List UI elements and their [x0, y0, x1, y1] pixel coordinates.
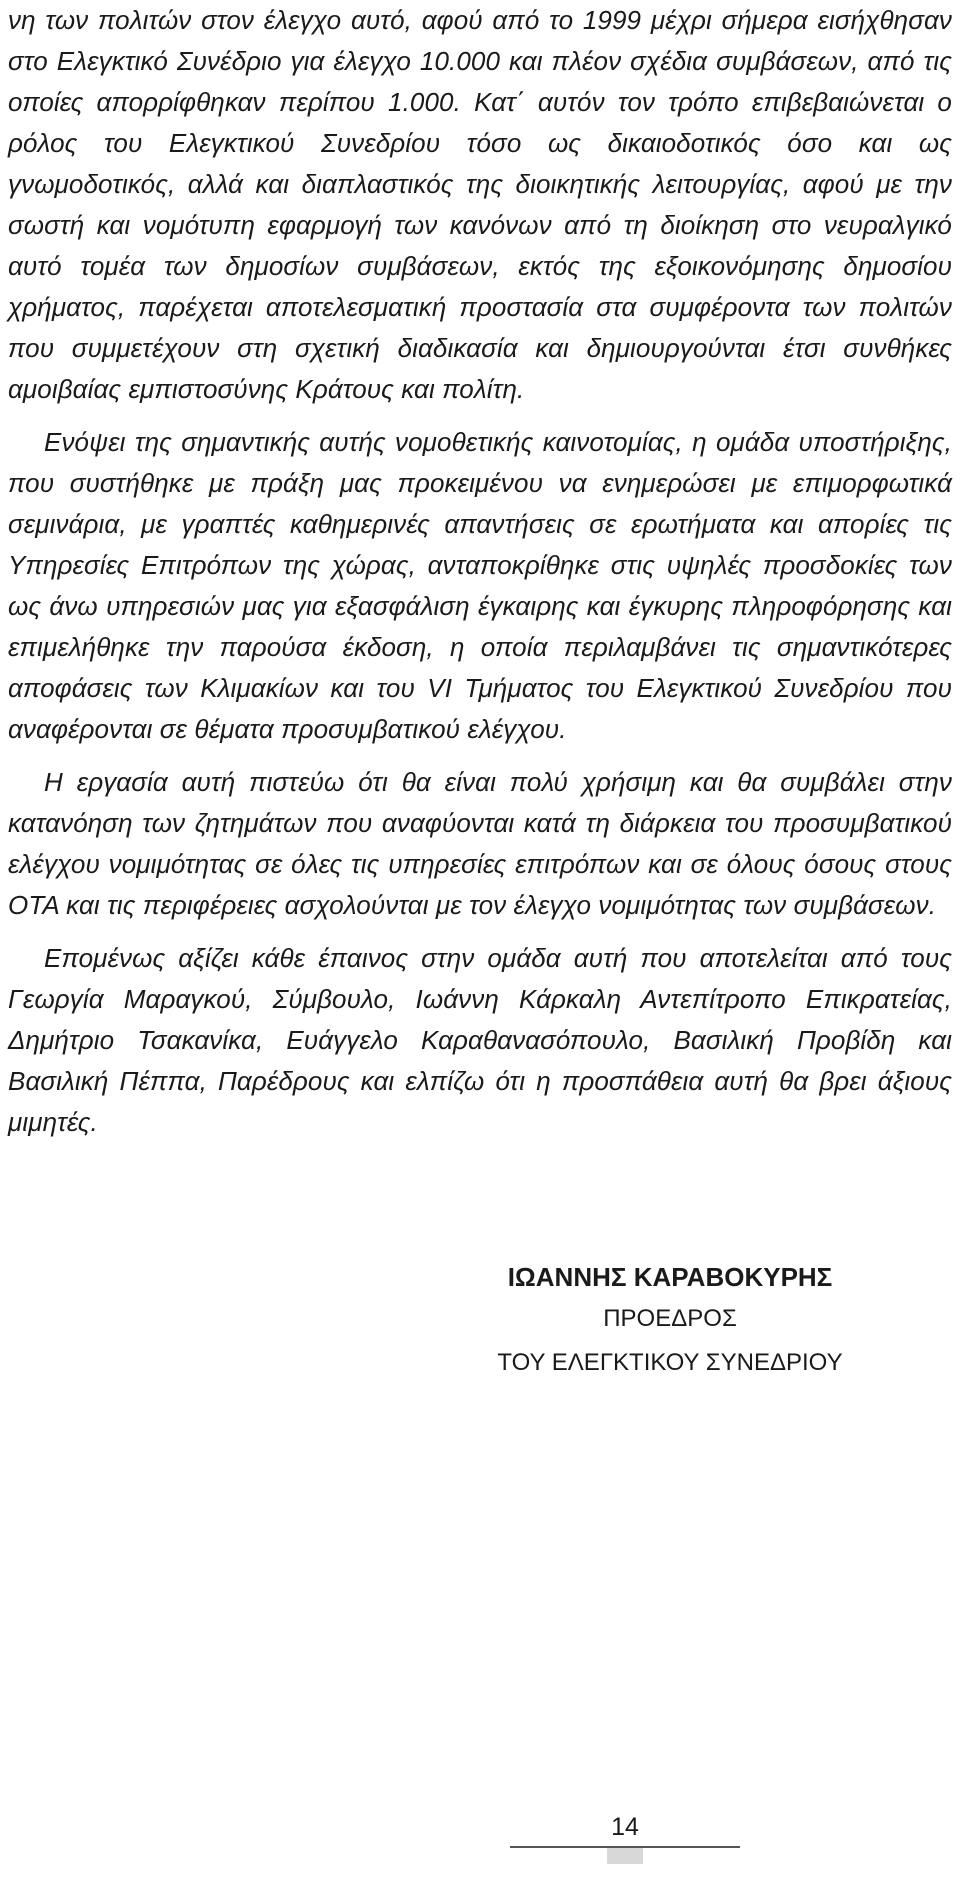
paragraph-2: Ενόψει της σημαντικής αυτής νομοθετικής καινοτομίας, η ομάδα υποστήριξης, που συστήθηκε με πράξη μας προκειμένου να ενημερώσει με επιμορφωτικά σεμινάρια, με γραπτές καθημερινές απαντήσεις σε ερωτήματα και απορίες τις Υπηρεσίες Επιτρόπων της χώρας, ανταποκρίθηκε στις υψηλές προσδοκίες των ως άνω υπηρεσιών μας για εξασφάλιση έγκαιρης και έγκυρης πληροφόρησης και επιμελήθηκε την παρούσα έκδοση, η οποία περιλαμβάνει τις σημαντικότερες αποφάσεις των Κλιμακίων και του VI Τμήματος του Ελεγκτικού Συνεδρίου που αναφέρονται σε θέματα προσυμβατικού ελέγχου.: [8, 427, 952, 744]
footer-tab-decoration: [607, 1848, 643, 1864]
signatory-name: ΙΩΑΝΝΗΣ ΚΑΡΑΒΟΚΥΡΗΣ: [507, 1262, 833, 1292]
page-footer: [510, 1810, 740, 1864]
signatory-organization: ΤΟΥ ΕΛΕΓΚΤΙΚΟΥ ΣΥΝΕΔΡΙΟΥ: [497, 1349, 843, 1376]
signatory-title: ΠΡΟΕΔΡΟΣ: [603, 1305, 737, 1332]
page-number: 14: [611, 1813, 639, 1841]
document-page: [8, 0, 952, 1143]
signature-block: [480, 1257, 860, 1385]
paragraph-3: Η εργασία αυτή πιστεύω ότι θα είναι πολύ χρήσιμη και θα συμβάλει στην κατανόηση των ζητημάτων που αναφύονται κατά τη διάρκεια του προσυμβατικού ελέγχου νομιμότητας σε όλες τις υπηρεσίες επιτρόπων και σε όλους όσους στους ΟΤΑ και τις περιφέρειες ασχολούνται με τον έλεγχο νομιμότητας των συμβάσεων.: [8, 767, 952, 920]
paragraph-4: Επομένως αξίζει κάθε έπαινος στην ομάδα αυτή που αποτελείται από τους Γεωργία Μαραγκού, Σύμβουλο, Ιωάννη Κάρκαλη Αντεπίτροπο Επικρατείας, Δημήτριο Τσακανίκα, Ευάγγελο Καραθανασόπουλο, Βασιλική Προβίδη και Βασιλική Πέππα, Παρέδρους και ελπίζω ότι η προσπάθεια αυτή θα βρει άξιους μιμητές.: [8, 943, 952, 1137]
paragraph-1: νη των πολιτών στον έλεγχο αυτό, αφού από το 1999 μέχρι σήμερα εισήχθησαν στο Ελεγκτικό Συνέδριο για έλεγχο 10.000 και πλέον σχέδια συμβάσεων, από τις οποίες απορρίφθηκαν περίπου 1.000. Κατ΄ αυτόν τον τρόπο επιβεβαιώνεται ο ρόλος του Ελεγκτικού Συνεδρίου τόσο ως δικαιοδοτικός όσο και ως γνωμοδοτικός, αλλά και διαπλαστικός της διοικητικής λειτουργίας, αφού με την σωστή και νομότυπη εφαρμογή των κανόνων από τη διοίκηση στο νευραλγικό αυτό τομέα των δημοσίων συμβάσεων, εκτός της εξοικονόμησης δημοσίου χρήματος, παρέχεται αποτελεσματική προστασία στα συμφέροντα των πολιτών που συμμετέχουν στη σχετική διαδικασία και δημιουργούνται έτσι συνθήκες αμοιβαίας εμπιστοσύνης Κράτους και πολίτη.: [8, 5, 952, 404]
